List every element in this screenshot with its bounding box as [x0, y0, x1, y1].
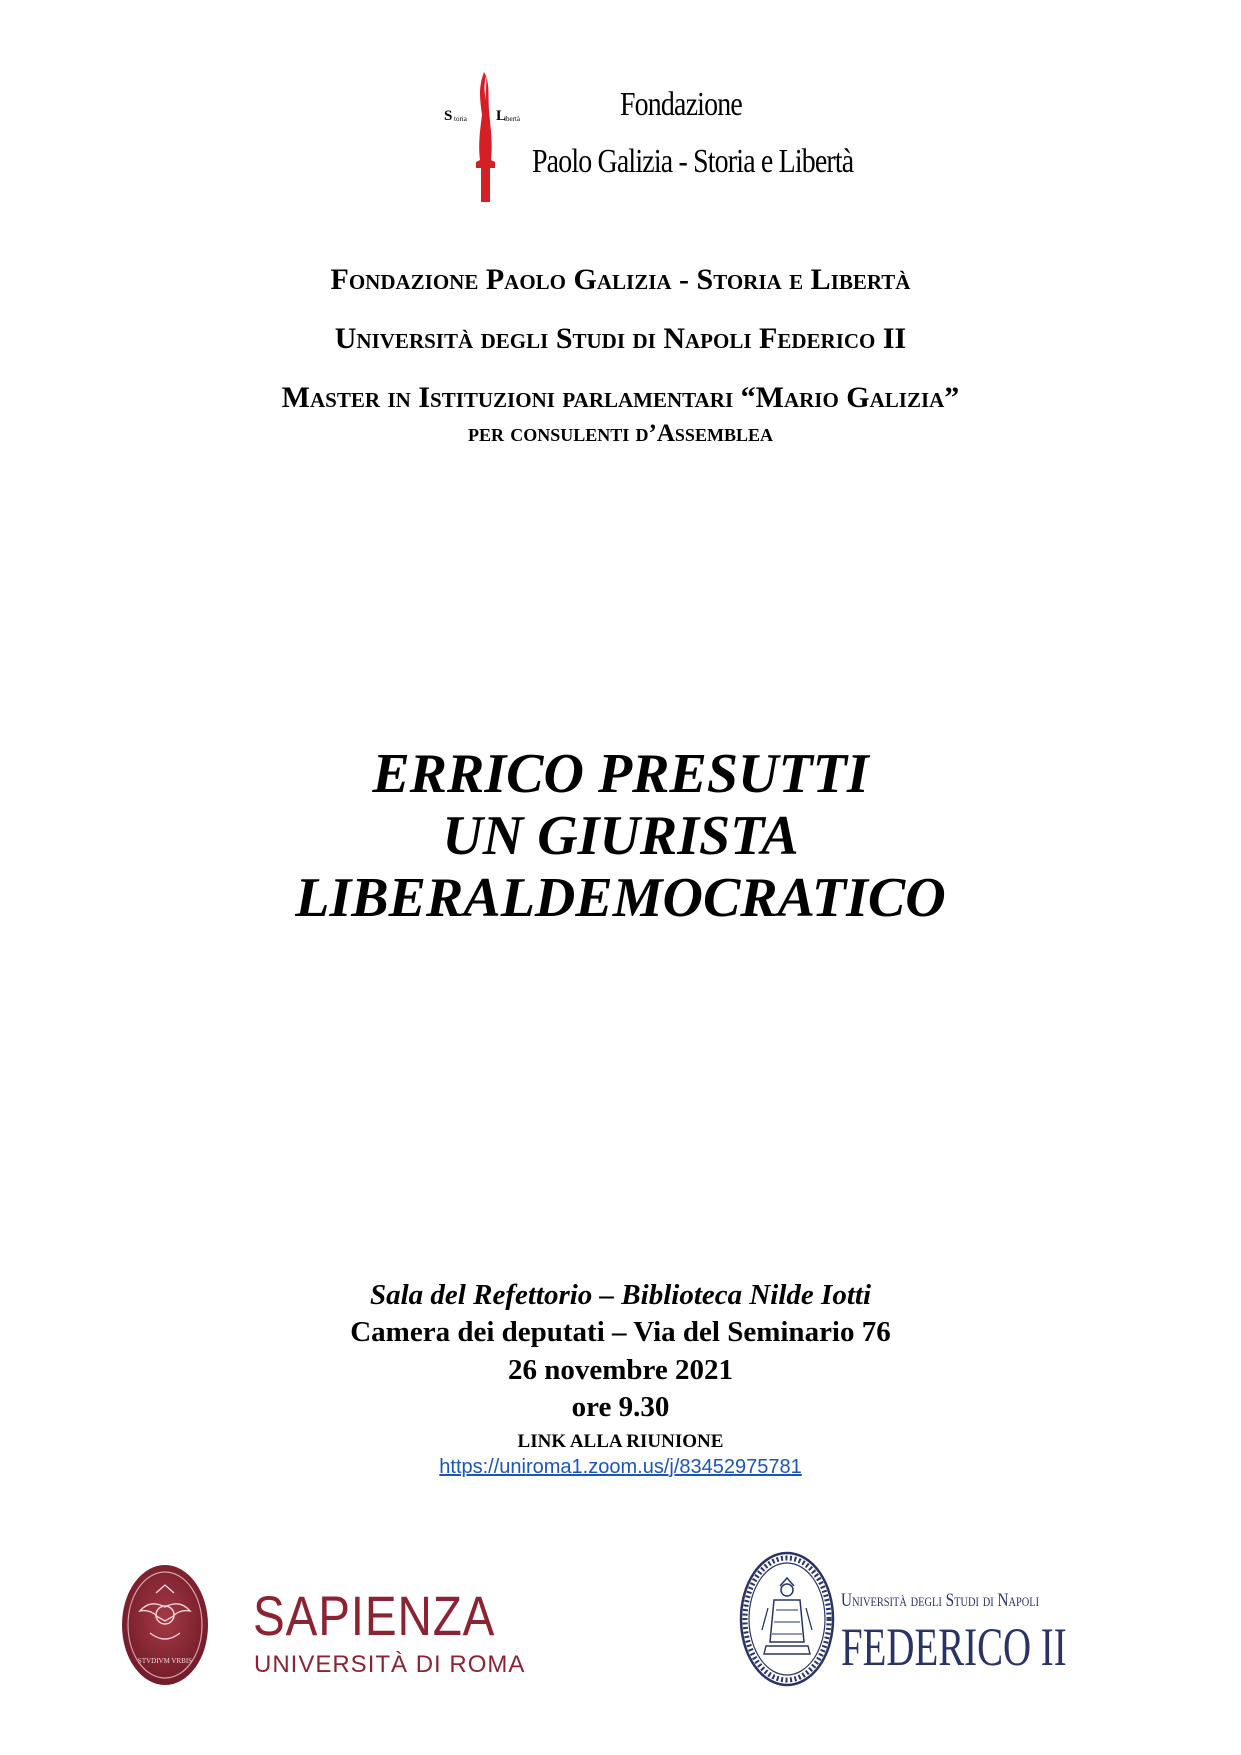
svg-text:STVDIVM VRBIS: STVDIVM VRBIS	[137, 1657, 193, 1665]
federico-seal	[738, 1550, 836, 1688]
foundation-logo	[440, 70, 854, 205]
event-title	[0, 743, 1241, 929]
flame-sword-logo	[440, 70, 530, 205]
title-line-3: LIBERALDEMOCRATICO	[295, 867, 946, 929]
meeting-link[interactable]: https://uniroma1.zoom.us/j/83452975781	[439, 1456, 802, 1478]
sapienza-seal	[120, 1563, 210, 1687]
sapienza-name: SAPIENZA	[253, 1584, 496, 1647]
title-line-1: ERRICO PRESUTTI	[372, 743, 869, 805]
logo-letter-s: S	[444, 108, 453, 124]
logo-title-line1: Fondazione	[620, 86, 742, 123]
federico-name: FEDERICO II	[841, 1617, 1067, 1677]
event-date: 26 novembre 2021	[507, 1354, 733, 1386]
header-university: Università degli Studi di Napoli Federico II	[334, 322, 907, 355]
header-foundation: Fondazione Paolo Galizia - Storia e Libertà	[330, 263, 911, 296]
logo-word-storia: toria	[454, 115, 467, 123]
sapienza-subtitle: UNIVERSITÀ DI ROMA	[254, 1651, 526, 1678]
federico-subtitle: Università degli Studi di Napoli	[841, 1590, 1040, 1611]
sapienza-logo	[120, 1563, 526, 1703]
logo-word-liberta: ibertà	[504, 115, 520, 123]
federico-logo	[738, 1550, 1067, 1700]
logo-letter-l: L	[496, 108, 507, 124]
meeting-link-label: LINK ALLA RIUNIONE	[517, 1431, 724, 1452]
event-venue: Sala del Refettorio – Biblioteca Nilde Iotti	[369, 1279, 871, 1311]
event-address: Camera dei deputati – Via del Seminario 76	[350, 1316, 891, 1348]
header-master: Master in Istituzioni parlamentari “Mario Galizia”	[281, 381, 960, 414]
header-master-sub: per consulenti d’Assemblea	[468, 420, 773, 447]
event-time: ore 9.30	[571, 1391, 670, 1423]
title-line-2: UN GIURISTA	[442, 805, 799, 867]
logo-title-line2: Paolo Galizia - Storia e Libertà	[532, 143, 854, 180]
